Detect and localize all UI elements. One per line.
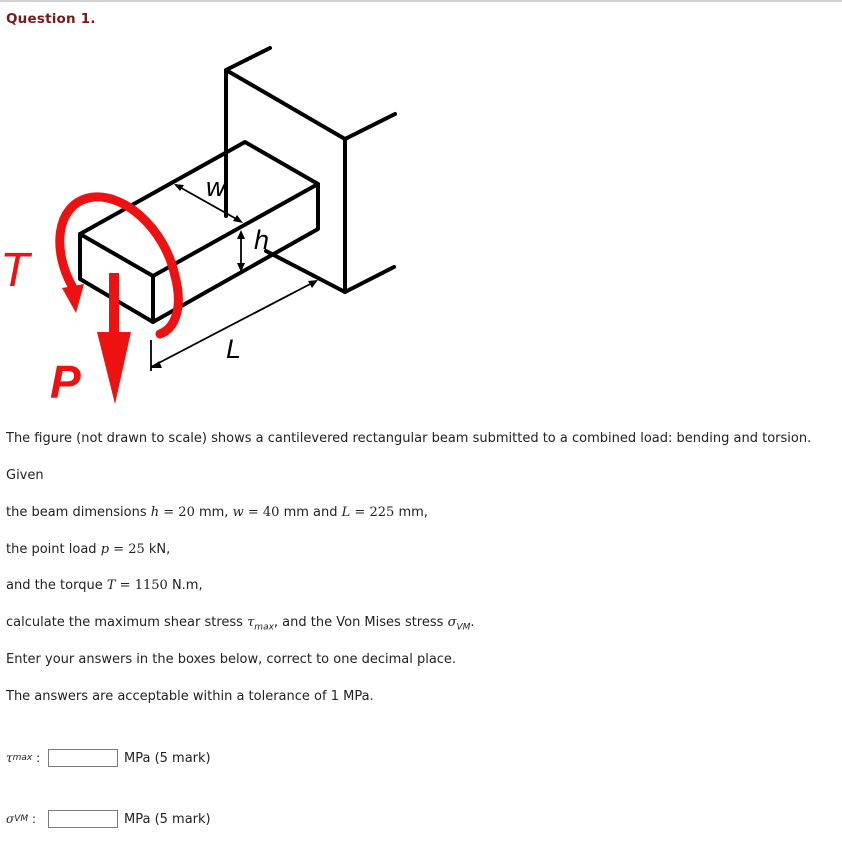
sigma-vm-label: σ VM : — [6, 812, 36, 826]
question-title: Question 1. — [6, 11, 96, 27]
tolerance-text: The answers are acceptable within a tolerance of 1 MPa. — [6, 689, 374, 704]
answer-row-tau-max — [6, 748, 211, 768]
height-label: h — [254, 225, 270, 255]
top-divider — [0, 0, 842, 2]
sigma-vm-unit: MPa (5 mark) — [124, 811, 211, 827]
torque-text: and the torque T = 1150 N.m, — [6, 578, 203, 593]
torque-arrow — [60, 197, 179, 334]
tau-max-unit: MPa (5 mark) — [124, 750, 211, 766]
answer-row-sigma-vm — [6, 809, 211, 829]
point-load-text: the point load p = 25 kN, — [6, 542, 171, 557]
beam-figure — [0, 38, 420, 410]
width-label: w — [206, 172, 226, 202]
torque-label: T — [0, 244, 30, 297]
intro-text: The figure (not drawn to scale) shows a cantilevered rectangular beam submitted to a combined load: bending and torsion. — [6, 431, 812, 446]
height-dimension — [237, 230, 245, 272]
load-label: P — [50, 356, 81, 408]
wall — [226, 48, 395, 292]
calculate-text: calculate the maximum shear stress $\tau_{max}$, and the Von Mises stress $\sigma_{VM}$. — [6, 615, 475, 633]
given-text: Given — [6, 468, 44, 483]
tau-max-input[interactable] — [48, 749, 118, 767]
dimensions-text: the beam dimensions h = 20 mm, w = 40 mm and L = 225 mm, — [6, 505, 428, 520]
instructions-text: Enter your answers in the boxes below, correct to one decimal place. — [6, 652, 457, 667]
sigma-vm-input[interactable] — [48, 810, 118, 828]
length-label: L — [226, 334, 242, 364]
tau-max-label: τ max : — [6, 751, 41, 765]
